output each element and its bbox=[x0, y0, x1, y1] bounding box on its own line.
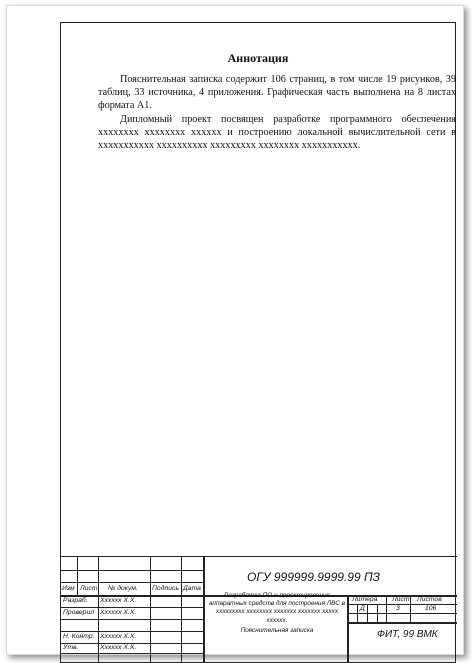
header-date: Дата bbox=[183, 585, 201, 592]
title-block bbox=[61, 556, 457, 662]
document-code: ОГУ 999999.9999.99 ПЗ bbox=[247, 570, 381, 584]
role-developer: Разраб. bbox=[63, 597, 88, 604]
document-page bbox=[6, 5, 464, 655]
role-approver: Утв. bbox=[63, 644, 79, 651]
description-text: Разработка ПО и проектирование аппаратных средств для построения ЛВС в ххххххххх хххххххх ххххххх ххххххх ххххх хххххх. bbox=[208, 592, 346, 624]
header-izm: Изм bbox=[62, 585, 75, 592]
name-checker: Хххххх Х.Х. bbox=[100, 609, 137, 616]
header-signature: Подпись bbox=[152, 585, 179, 592]
description-subtitle: Пояснительная записка bbox=[240, 626, 314, 634]
annotation-paragraph-2: Дипломный проект посвящен разработке программного обеспечения хххххххх хххххххх хххххх и построению локальной вычислительной сети в ххххххххххх хххххххххх ххххххххх хххххххх ххххххххххх. bbox=[98, 113, 456, 152]
name-approver: Хххххх Х.Х. bbox=[100, 644, 137, 651]
annotation-paragraph-1: Пояснительная записка содержит 106 страниц, в том числе 19 рисунков, 39 таблиц, 33 источника, 4 приложения. Графическая часть выполнена на 8 листах формата А1. bbox=[98, 74, 456, 112]
annotation-title: Аннотация bbox=[227, 51, 289, 65]
sheet-label: Лист bbox=[392, 596, 410, 603]
role-checker: Проверил bbox=[63, 609, 95, 616]
sheets-value: 106 bbox=[425, 605, 437, 612]
role-norm-control: Н. Контр. bbox=[63, 633, 95, 640]
annotation-body bbox=[98, 73, 456, 152]
document-description bbox=[207, 592, 347, 635]
header-list: Лист bbox=[80, 585, 98, 592]
sheets-label: Листов bbox=[417, 596, 442, 603]
header-doc-no: № докум. bbox=[108, 585, 138, 592]
organization-label: ФИТ, 99 ВМК bbox=[377, 629, 438, 640]
litera-label: Литера bbox=[352, 596, 378, 603]
name-norm-control: Хххххх Х.Х. bbox=[100, 633, 137, 640]
drawing-frame bbox=[60, 22, 456, 663]
name-developer: Хххххх Х.Х. bbox=[100, 597, 137, 604]
litera-value: Д bbox=[360, 605, 365, 612]
sheet-value: 3 bbox=[396, 605, 400, 612]
